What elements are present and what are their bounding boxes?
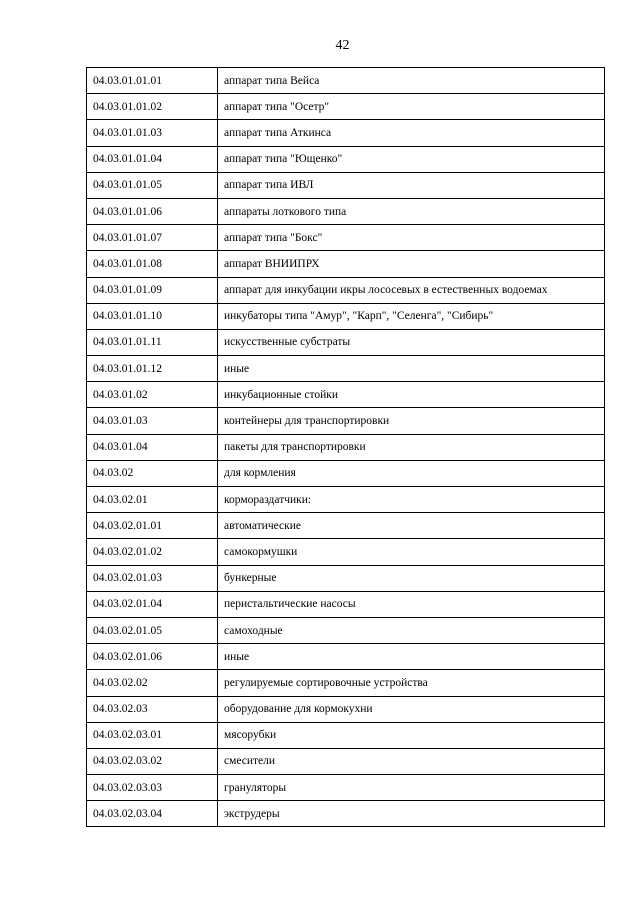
table-row: [87, 539, 605, 565]
table-row: [87, 617, 605, 643]
table-row: [87, 644, 605, 670]
row-name: для кормления: [218, 460, 605, 486]
table-row: [87, 120, 605, 146]
row-name: грануляторы: [218, 775, 605, 801]
table-row: [87, 277, 605, 303]
classification-table: [86, 67, 605, 827]
row-name: аппарат типа ИВЛ: [218, 172, 605, 198]
table-row: [87, 251, 605, 277]
row-code: 04.03.01.01.04: [87, 146, 218, 172]
row-code: 04.03.02.01.04: [87, 591, 218, 617]
row-name: аппарат типа "Бокс": [218, 225, 605, 251]
row-name: оборудование для кормокухни: [218, 696, 605, 722]
row-code: 04.03.02.03.02: [87, 748, 218, 774]
row-name: автоматические: [218, 513, 605, 539]
row-name: иные: [218, 356, 605, 382]
row-code: 04.03.01.01.05: [87, 172, 218, 198]
table-row: [87, 696, 605, 722]
row-code: 04.03.02: [87, 460, 218, 486]
table-row: [87, 460, 605, 486]
row-code: 04.03.01.01.10: [87, 303, 218, 329]
page-number: 42: [335, 38, 350, 53]
row-code: 04.03.01.01.09: [87, 277, 218, 303]
table-body: [87, 68, 605, 827]
row-code: 04.03.02.01.03: [87, 565, 218, 591]
table-row: [87, 801, 605, 827]
table-row: [87, 748, 605, 774]
table-row: [87, 225, 605, 251]
row-code: 04.03.02.01: [87, 487, 218, 513]
row-code: 04.03.01.01.02: [87, 94, 218, 120]
row-code: 04.03.02.01.06: [87, 644, 218, 670]
table-row: [87, 303, 605, 329]
table-row: [87, 198, 605, 224]
table-row: [87, 565, 605, 591]
table-row: [87, 591, 605, 617]
row-code: 04.03.01.01.03: [87, 120, 218, 146]
table-row: [87, 356, 605, 382]
row-code: 04.03.01.01.06: [87, 198, 218, 224]
table-row: [87, 408, 605, 434]
table-row: [87, 94, 605, 120]
row-code: 04.03.02.03.04: [87, 801, 218, 827]
row-code: 04.03.02.01.05: [87, 617, 218, 643]
row-name: аппарат для инкубации икры лососевых в естественных водоемах: [218, 277, 605, 303]
row-name: самокормушки: [218, 539, 605, 565]
row-name: аппарат типа "Осетр": [218, 94, 605, 120]
row-code: 04.03.01.02: [87, 382, 218, 408]
table-row: [87, 68, 605, 94]
row-code: 04.03.02.03: [87, 696, 218, 722]
row-name: экструдеры: [218, 801, 605, 827]
row-name: аппарат ВНИИПРХ: [218, 251, 605, 277]
row-code: 04.03.01.01.08: [87, 251, 218, 277]
row-code: 04.03.02.03.03: [87, 775, 218, 801]
row-name: инкубаторы типа "Амур", "Карп", "Селенга", "Сибирь": [218, 303, 605, 329]
row-name: иные: [218, 644, 605, 670]
row-name: смесители: [218, 748, 605, 774]
row-name: инкубационные стойки: [218, 382, 605, 408]
table-row: [87, 722, 605, 748]
table-row: [87, 382, 605, 408]
row-name: самоходные: [218, 617, 605, 643]
row-name: аппараты лоткового типа: [218, 198, 605, 224]
row-name: контейнеры для транспортировки: [218, 408, 605, 434]
table-row: [87, 670, 605, 696]
row-name: искусственные субстраты: [218, 329, 605, 355]
row-code: 04.03.01.03: [87, 408, 218, 434]
row-code: 04.03.01.01.11: [87, 329, 218, 355]
row-code: 04.03.02.02: [87, 670, 218, 696]
row-name: мясорубки: [218, 722, 605, 748]
row-name: перистальтические насосы: [218, 591, 605, 617]
row-name: аппарат типа "Ющенко": [218, 146, 605, 172]
table-row: [87, 172, 605, 198]
row-name: пакеты для транспортировки: [218, 434, 605, 460]
row-code: 04.03.01.04: [87, 434, 218, 460]
table-row: [87, 775, 605, 801]
row-code: 04.03.01.01.12: [87, 356, 218, 382]
row-name: регулируемые сортировочные устройства: [218, 670, 605, 696]
table-row: [87, 487, 605, 513]
table-row: [87, 434, 605, 460]
row-name: аппарат типа Аткинса: [218, 120, 605, 146]
table-row: [87, 146, 605, 172]
table-row: [87, 329, 605, 355]
row-code: 04.03.02.01.01: [87, 513, 218, 539]
row-name: бункерные: [218, 565, 605, 591]
row-code: 04.03.01.01.01: [87, 68, 218, 94]
row-code: 04.03.02.01.02: [87, 539, 218, 565]
table-row: [87, 513, 605, 539]
row-name: кормораздатчики:: [218, 487, 605, 513]
row-code: 04.03.02.03.01: [87, 722, 218, 748]
row-code: 04.03.01.01.07: [87, 225, 218, 251]
row-name: аппарат типа Вейса: [218, 68, 605, 94]
